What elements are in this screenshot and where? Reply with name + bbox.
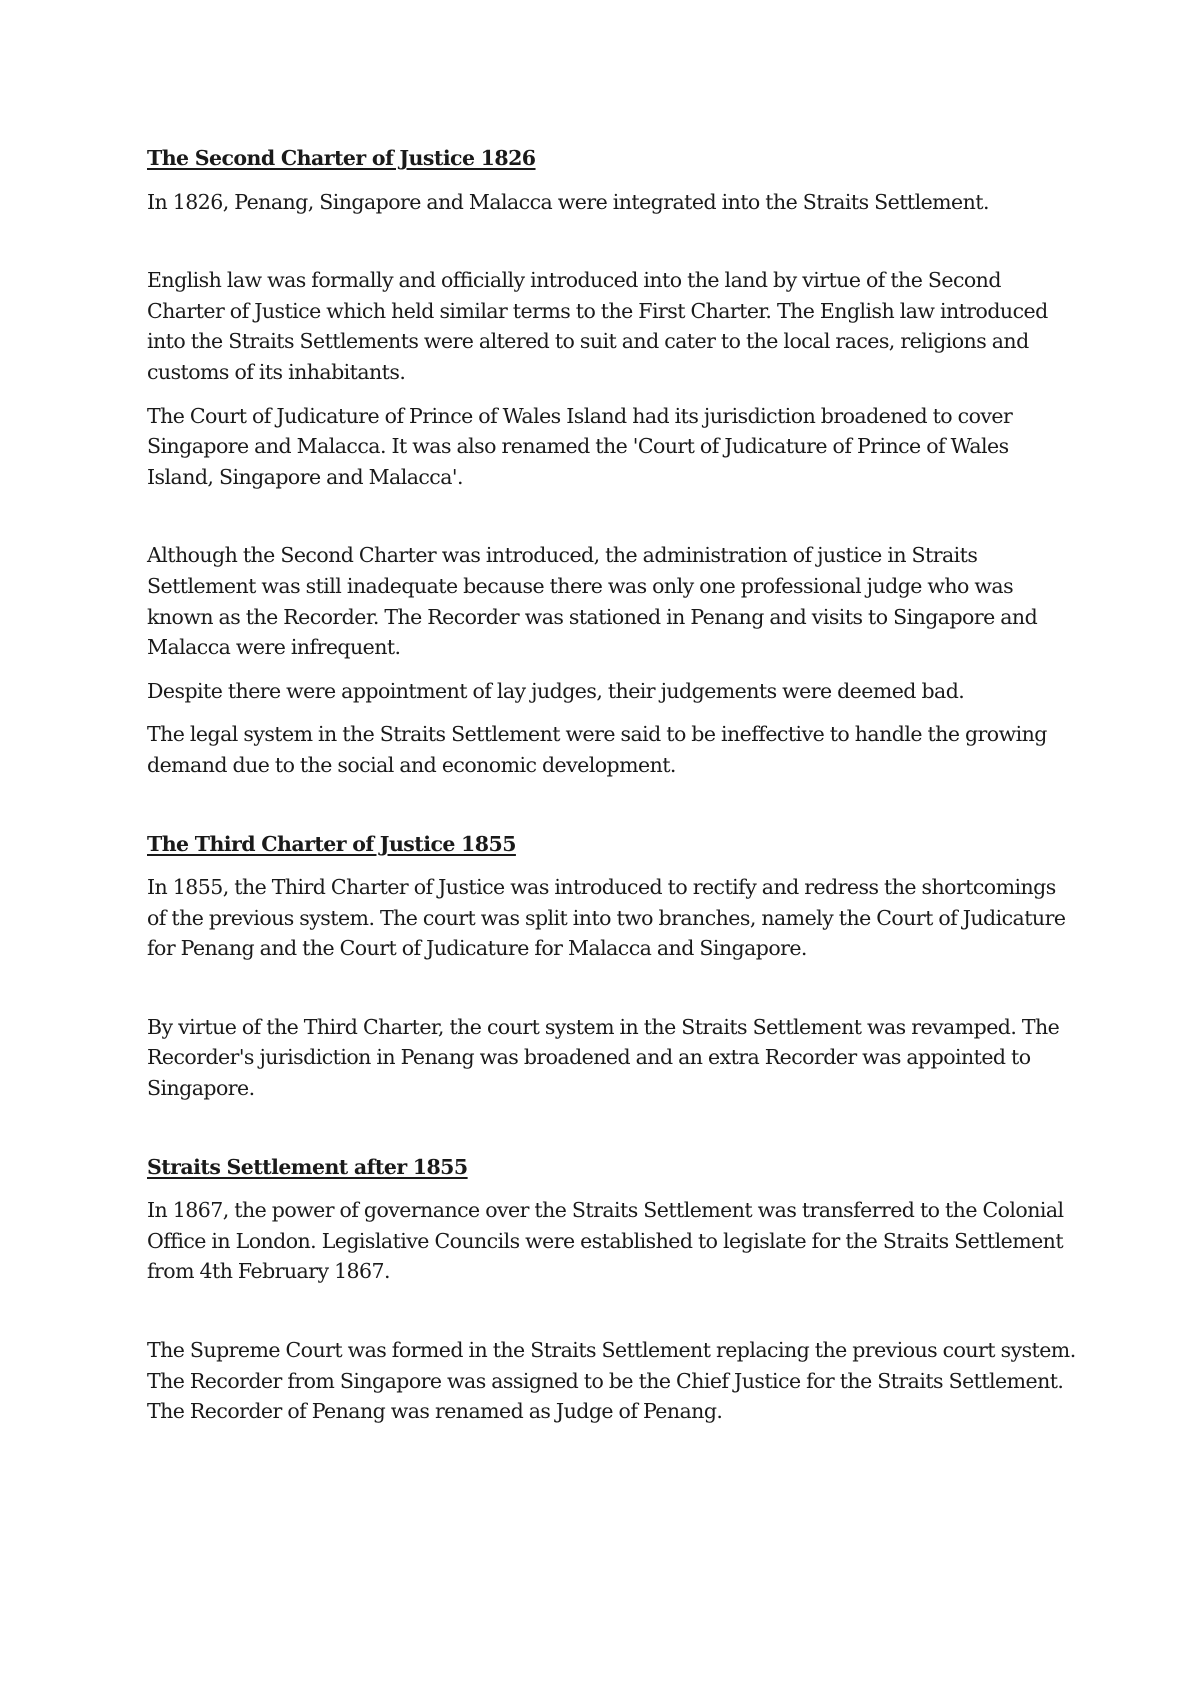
blank-line <box>147 505 1077 540</box>
blank-line <box>147 794 1077 829</box>
paragraph: In 1826, Penang, Singapore and Malacca were integrated into the Straits Settlement. <box>147 189 989 214</box>
paragraph: In 1867, the power of governance over the Straits Settlement was transferred to the Colonial Office in London. Legislative Councils were established to legislate for the Straits Settlement from 4th February 1867. <box>147 1198 1064 1284</box>
paragraph: English law was formally and officially introduced into the land by virtue of the Second Charter of Justice which held similar terms to the First Charter. The English law introduced into the Straits Settlements were altered to suit and cater to the local races, religions and customs of its inhabitants. <box>147 268 1048 384</box>
paragraph: In 1855, the Third Charter of Justice was introduced to rectify and redress the shortcomings of the previous system. The court was split into two branches, namely the Court of Judicature for Penang and the Court of Judicature for Malacca and Singapore. <box>147 875 1066 961</box>
section-heading-third-charter: The Third Charter of Justice 1855 <box>147 831 516 856</box>
blank-line <box>147 230 1077 265</box>
paragraph: Although the Second Charter was introduced, the administration of justice in Straits Settlement was still inadequate because there was only one professional judge who was known as the Recorder. The Recorder was stationed in Penang and visits to Singapore and Malacca were infrequent. <box>147 543 1038 660</box>
paragraph: The Supreme Court was formed in the Straits Settlement replacing the previous court system. The Recorder from Singapore was assigned to be the Chief Justice for the Straits Settlement. The Recorder of Penang was renamed as Judge of Penang. <box>147 1338 1076 1424</box>
blank-line <box>147 977 1077 1012</box>
paragraph: The legal system in the Straits Settlement were said to be ineffective to handle the growing demand due to the social and economic development. <box>147 722 1047 777</box>
paragraph: By virtue of the Third Charter, the court system in the Straits Settlement was revamped. The Recorder's jurisdiction in Penang was broadened and an extra Recorder was appointed to Singapore. <box>147 1014 1060 1101</box>
section-heading-after-1855: Straits Settlement after 1855 <box>147 1154 468 1179</box>
section-heading-second-charter: The Second Charter of Justice 1826 <box>147 146 536 170</box>
paragraph: Despite there were appointment of lay judges, their judgements were deemed bad. <box>147 678 965 703</box>
paragraph: The Court of Judicature of Prince of Wales Island had its jurisdiction broadened to cover Singapore and Malacca. It was also renamed the 'Court of Judicature of Prince of Wales Island, Singapore and Malacca'. <box>147 403 1013 489</box>
blank-line <box>147 1117 1077 1152</box>
document-body <box>147 143 1077 1440</box>
blank-line <box>147 1300 1077 1335</box>
